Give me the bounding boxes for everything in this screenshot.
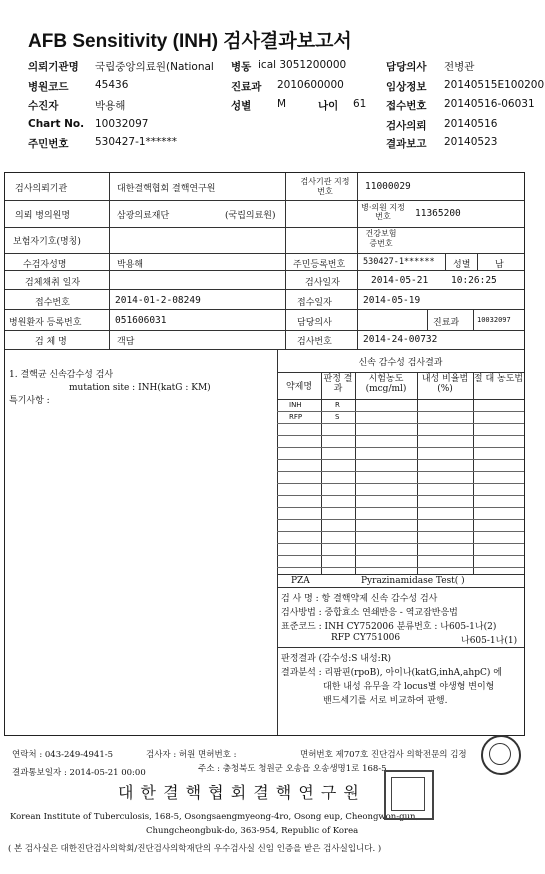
label-clinical-info: 임상정보 — [386, 81, 427, 93]
pza-label: PZA — [291, 576, 310, 586]
label-hospital-code: 병원코드 — [28, 81, 69, 93]
value-ward: ical 3051200000 — [258, 59, 347, 71]
label-hospital-no: 병·의원 지정번호 — [361, 203, 405, 221]
drug-row-inh: INH — [289, 401, 302, 409]
value-test-no: 2014-24-00732 — [363, 334, 438, 345]
col-absolute: 절 대 농도법 — [473, 374, 524, 384]
circular-seal-icon — [481, 735, 521, 775]
table-row-line — [277, 507, 524, 508]
value-patient: 박용해 — [95, 100, 126, 112]
table-row-line — [277, 435, 524, 436]
value-patient-reg-no: 051606031 — [115, 315, 167, 326]
value-test-date: 2014-05-21 — [371, 275, 429, 286]
label-hospital-name: 의뢰 병의원명 — [15, 211, 71, 221]
value-hospital-no: 11365200 — [415, 208, 461, 219]
col-drug: 약제명 — [285, 382, 313, 392]
label-requesting-org: 의뢰기관명 — [28, 61, 79, 73]
table-row-line — [277, 411, 524, 412]
result-row-inh: R — [335, 401, 340, 409]
value-chart-no: 10032097 — [95, 118, 149, 130]
table-row-line — [277, 543, 524, 544]
value-sex: M — [277, 98, 287, 110]
table-row-line — [277, 519, 524, 520]
label-patient-name: 수검자성명 — [23, 260, 67, 270]
value-form-department: 10032097 — [477, 316, 511, 324]
value-department: 2010600000 — [277, 79, 344, 91]
value-hospital-name: 삼광의료재단 — [117, 211, 170, 221]
value-resident-no: 530427-1****** — [95, 136, 178, 148]
label-ward: 병동 — [231, 61, 252, 73]
table-row-line — [277, 555, 524, 556]
label-age: 나이 — [318, 100, 339, 112]
label-chart-no: Chart No. — [28, 118, 85, 130]
label-insurance-no: 건강보험 증번호 — [365, 229, 397, 248]
rapid-test-heading: 1. 결핵균 신속감수성 검사 — [9, 370, 114, 380]
method-test-name: 검 사 명 : 항 결핵약제 신속 감수성 검사 — [281, 594, 438, 604]
method-code2: RFP CY751006 — [331, 633, 401, 643]
value-clinical-info: 20140515E100200 — [444, 79, 545, 91]
label-test-date: 검사일자 — [305, 278, 340, 288]
footer-address: 주소 : 충청북도 청원군 오송읍 오송생명1로 168-5 — [198, 764, 387, 774]
label-patient-reg-no: 병원환자 등록번호 — [9, 318, 82, 328]
value-sex-form: 남 — [495, 260, 504, 270]
table-row-line — [277, 423, 524, 424]
value-test-request-org: 대한결핵협회 결핵연구원 — [117, 184, 216, 194]
rapid-result-title: 신속 감수성 검사결과 — [358, 358, 443, 368]
value-doctor: 전병관 — [444, 61, 475, 73]
value-hospital-code: 45436 — [95, 79, 129, 91]
label-resident-no: 주민번호 — [28, 138, 69, 150]
table-row-line — [277, 495, 524, 496]
value-specimen: 객담 — [117, 337, 135, 347]
table-row-line — [277, 447, 524, 448]
col-concentration: 시험농도 (mcg/ml) — [365, 374, 407, 394]
value-test-org-no: 11000029 — [365, 181, 411, 192]
report-title: AFB Sensitivity (INH) 검사결과보고서 — [28, 31, 352, 52]
col-resistance-ratio: 내성 비율범(%) — [421, 374, 469, 394]
judge-legend: 판정결과 (감수성:S 내성:R) — [281, 654, 391, 664]
label-doctor: 담당의사 — [386, 61, 427, 73]
method-code2b: 나605-1나(1) — [461, 636, 518, 646]
label-receipt-no: 접수번호 — [386, 100, 427, 112]
footer-org-kr: 대 한 결 핵 협 회 결 핵 연 구 원 — [118, 783, 360, 802]
label-insurer: 보험자기호(명칭) — [13, 237, 81, 247]
analysis-line1: 결과분석 : 리팜핀(rpoB), 아이나(katG,inhA,ahpC) 에 — [281, 668, 502, 678]
value-form-receipt-no: 2014-01-2-08249 — [115, 295, 201, 306]
special-notes-label: 특기사항 : — [9, 396, 50, 406]
label-sex-form: 성별 — [453, 260, 471, 270]
result-form — [4, 172, 525, 736]
value-receipt-date: 2014-05-19 — [363, 295, 421, 306]
label-specimen: 검 체 명 — [35, 337, 67, 347]
table-row-line — [277, 531, 524, 532]
label-test-request-org: 검사의뢰기관 — [15, 184, 68, 194]
value-request-date: 20140516 — [444, 118, 498, 130]
label-form-department: 진료과 — [433, 318, 460, 328]
col-result: 판정 결과 — [323, 374, 353, 394]
method-code1: 표준코드 : INH CY752006 분류번호 : 나605-1나(2) — [281, 622, 497, 632]
value-requesting-org: 국립중앙의료원(National — [95, 61, 214, 73]
square-seal-icon — [384, 770, 434, 820]
label-test-org-no: 검사기관 지정번호 — [300, 177, 350, 196]
result-row-rfp: S — [335, 413, 340, 421]
footer-license: 면허번호 제707호 진단검사 의학전문의 김정 — [300, 750, 467, 760]
pza-value: Pyrazinamidase Test( ) — [361, 576, 465, 586]
value-report-date: 20140523 — [444, 136, 498, 148]
label-collection-date: 검체채취 일자 — [25, 278, 81, 288]
label-department: 진료과 — [231, 81, 262, 93]
footer-org-en1: Korean Institute of Tuberculosis, 168-5, Osongsaengmyeong-4ro, Osong eup, Cheongwon-gun, — [10, 812, 419, 822]
footer-tester: 검사자 : 허원 면허번호 : — [146, 750, 237, 760]
mutation-site: mutation site : INH(katG : KM) — [69, 383, 211, 393]
table-row-line — [277, 459, 524, 460]
table-row-line — [277, 567, 524, 568]
label-patient: 수진자 — [28, 100, 59, 112]
method-method: 검사방법 : 중합효소 연쇄반응 - 역교잡반응법 — [281, 608, 458, 618]
footer-report-date: 결과통보일자 : 2014-05-21 00:00 — [12, 768, 146, 778]
value-resident-reg-no: 530427-1****** — [363, 257, 435, 267]
drug-row-rfp: RFP — [289, 413, 303, 421]
table-row-line — [277, 483, 524, 484]
analysis-line2: 대한 내성 유무을 각 locus별 야생형 변이형 — [323, 682, 495, 692]
footer-certification: ( 본 검사실은 대한진단검사의학회/진단검사의학재단의 우수검사실 신임 인증을 받은 검사실입니다. ) — [8, 844, 382, 854]
label-form-doctor: 담당의사 — [297, 318, 332, 328]
label-request-date: 검사의뢰 — [386, 120, 427, 132]
value-test-time: 10:26:25 — [451, 275, 497, 286]
label-form-receipt-no: 접수번호 — [35, 298, 70, 308]
value-hospital-name-b: (국립의료원) — [225, 211, 276, 221]
label-receipt-date: 접수일자 — [297, 298, 332, 308]
value-patient-name: 박용해 — [117, 260, 144, 270]
label-test-no: 검사번호 — [297, 337, 332, 347]
label-resident-reg-no: 주민등록번호 — [293, 260, 346, 270]
footer-org-en2: Chungcheongbuk-do, 363-954, Republic of Korea — [146, 826, 359, 836]
footer-contact: 연락처 : 043-249-4941-5 — [12, 750, 114, 760]
table-row-line — [277, 471, 524, 472]
label-sex: 성별 — [231, 100, 252, 112]
label-report-date: 결과보고 — [386, 138, 427, 150]
analysis-line3: 밴드세기를 서로 비교하여 판행. — [323, 696, 448, 706]
value-receipt-no: 20140516-06031 — [444, 98, 535, 110]
value-age: 61 — [353, 98, 367, 110]
